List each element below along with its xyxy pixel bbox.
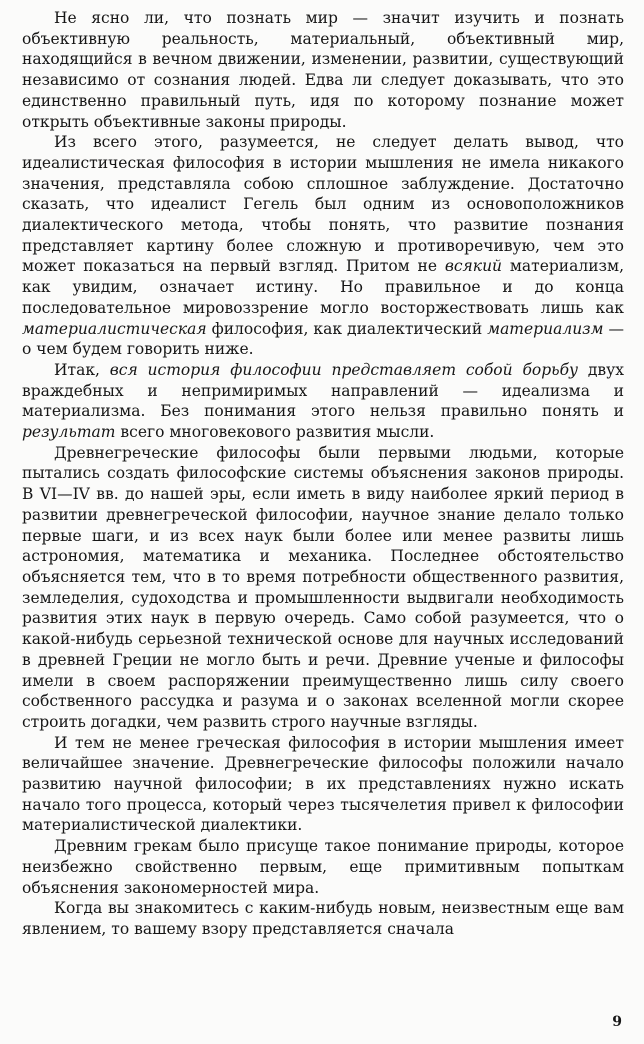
text-run: Древним грекам было присуще такое понимание природы, которое неизбежно свойственно первым, еще примитивным попыткам объяснения закономерностей мира. <box>22 837 624 897</box>
text-run: — о чем будем говорить ниже. <box>22 319 624 359</box>
italic-text: результат <box>22 423 116 442</box>
text-run: всего многовекового развития мысли. <box>115 423 435 442</box>
text-run: двух враждебных и непримиримых направлений — идеализма и материализма. Без понимания этого нельзя правильно понять и <box>22 360 624 421</box>
paragraph <box>22 360 624 443</box>
text-run: Древнегреческие философы были первыми людьми, которые пытались создать философские системы объяснения законов природы. В VI—IV вв. до нашей эры, если иметь в виду наиболее яркий период в развитии древнегреческой философии, научное знание делало только первые шаги, и из всех наук были более или менее развиты лишь астрономия, математика и механика. Последнее обстоятельство объясняется тем, что в то время потребности общественного развития, земледелия, судоходства и промышленности выдвигали необходимость развития этих наук в первую очередь. Само собой разумеется, что о какой-нибудь серьезной технической основе для научных исследований в древней Греции не могло быть и речи. Древние ученые и философы имели в своем распоряжении преимущественно лишь силу своего собственного рассудка и разума и о законах вселенной могли скорее строить догадки, чем развить строго научные взгляды. <box>22 443 624 731</box>
text-run: Из всего этого, разумеется, не следует делать вывод, что идеалистическая философия в истории мышления не имела никакого значения, представляла собою сплошное заблуждение. Достаточно сказать, что идеалист Гегель был одним из основоположников диалектического метода, чтобы понять, что развитие познания представляет картину более сложную и противоречивую, чем это может показаться на первый взгляд. Притом не <box>22 133 624 276</box>
text-run: И тем не менее греческая философия в истории мышления имеет величайшее значение. Древнегреческие философы положили начало развитию научной философии; в их представлениях нужно искать начало того процесса, который через тысячелетия привел к философии материалистической диалектики. <box>22 733 624 835</box>
text-run: философия, как диалектический <box>206 319 488 338</box>
italic-text: материалистическая <box>22 319 207 338</box>
paragraph <box>22 836 624 898</box>
paragraph <box>22 443 624 733</box>
paragraph <box>22 132 624 360</box>
paragraph <box>22 898 624 939</box>
text-run: Когда вы знакомитесь с каким-нибудь новым, неизвестным еще вам явлением, то вашему взору представляется сначала <box>22 899 624 938</box>
italic-text: материализм <box>487 319 604 338</box>
text-run: Не ясно ли, что познать мир — значит изучить и познать объективную реальность, материальный, объективный мир, находящийся в вечном движении, изменении, развитии, существующий независимо от сознания людей. Едва ли следует доказывать, что это единственно правильный путь, идя по которому познание может открыть объективные законы природы. <box>22 9 624 131</box>
italic-text: всякий <box>444 257 503 276</box>
page-number: 9 <box>612 1014 622 1030</box>
paragraph <box>22 8 624 132</box>
body-text <box>22 8 624 940</box>
text-run: Итак, <box>54 360 110 379</box>
italic-text: вся история философии представляет собой борьбу <box>109 360 579 379</box>
text-run: материализм, как увидим, означает истину. Но правильное и до конца последовательное мировоззрение могло восторжествовать лишь как <box>22 257 624 317</box>
paragraph <box>22 733 624 837</box>
